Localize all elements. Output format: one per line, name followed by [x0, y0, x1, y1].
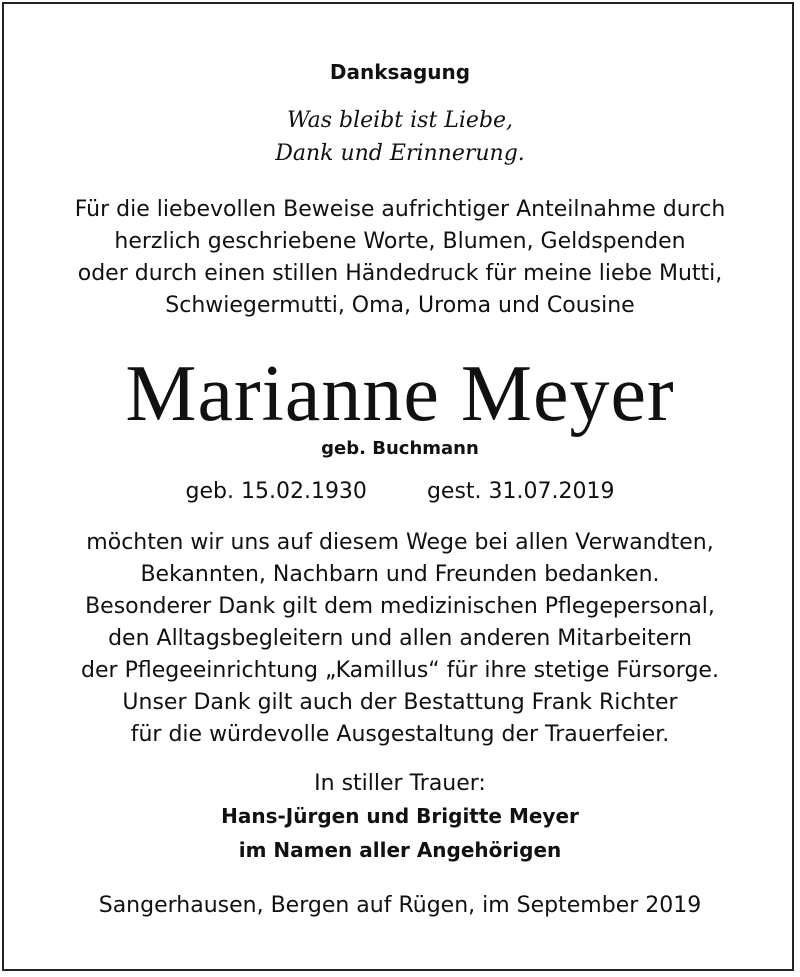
mourning-label: In stiller Trauer: — [314, 771, 486, 796]
death-date: gest. 31.07.2019 — [426, 479, 615, 504]
life-dates — [0, 479, 800, 504]
thanks-line-6: Unser Dank gilt auch der Bestattung Frank Richter — [122, 690, 678, 715]
thanks-line-1: möchten wir uns auf diesem Wege bei allen Verwandten, — [86, 530, 714, 555]
thanks-line-5: der Pflegeeinrichtung „Kamillus“ für ihre stetige Fürsorge. — [81, 658, 719, 683]
thanks-line-7: für die würdevolle Ausgestaltung der Trauerfeier. — [130, 722, 670, 747]
deceased-name: Marianne Meyer — [125, 350, 675, 438]
thanks-line-2: Bekannten, Nachbarn und Freunden bedanken. — [140, 562, 660, 587]
motto-line-2: Dank und Erinnerung. — [275, 141, 525, 166]
place-date: Sangerhausen, Bergen auf Rügen, im September 2019 — [98, 893, 702, 918]
signatory-line-2: im Namen aller Angehörigen — [238, 838, 562, 862]
intro-line-4: Schwiegermutti, Oma, Uroma und Cousine — [165, 293, 635, 318]
intro-line-1: Für die liebevollen Beweise aufrichtiger Anteilnahme durch — [74, 197, 726, 222]
intro-line-2: herzlich geschriebene Worte, Blumen, Geldspenden — [114, 229, 686, 254]
thanks-line-3: Besonderer Dank gilt dem medizinischen Pflegepersonal, — [85, 594, 715, 619]
maiden-name: geb. Buchmann — [321, 438, 479, 459]
signatory-line-1: Hans-Jürgen und Brigitte Meyer — [221, 804, 579, 828]
motto-line-1: Was bleibt ist Liebe, — [286, 108, 514, 133]
thanks-line-4: den Alltagsbegleitern und allen anderen Mitarbeitern — [108, 626, 692, 651]
intro-line-3: oder durch einen stillen Händedruck für meine liebe Mutti, — [77, 261, 723, 286]
notice-title: Danksagung — [329, 60, 471, 84]
birth-date: geb. 15.02.1930 — [185, 479, 367, 504]
